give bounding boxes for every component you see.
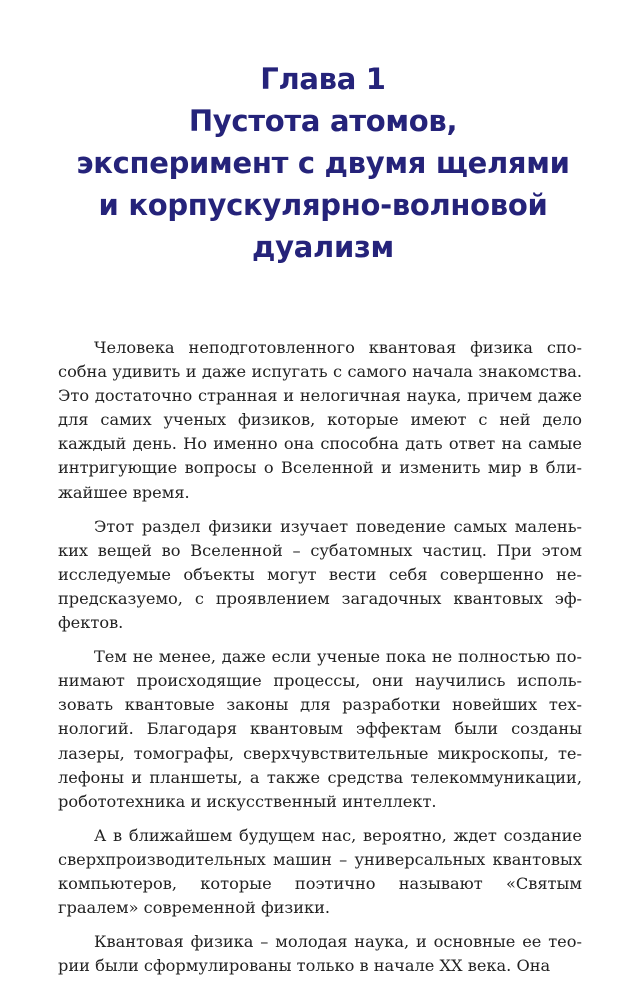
- chapter-number: Глава 1: [260, 62, 386, 96]
- chapter-title-line-2: эксперимент с двумя щелями: [76, 146, 570, 180]
- body-text: [58, 336, 582, 978]
- paragraph-2: Этот раздел физики изучает поведение самых маленьких вещей во Вселенной – субатомных частиц. При этом исследуемые объекты могут вести себя совершенно непредсказуемо, с проявлением загадочных квантовых эффектов.: [58, 516, 582, 633]
- paragraph-1: Человека неподготовленного квантовая физика способна удивить и даже испугать с самого начала знакомства. Это достаточно странная и нелогичная наука, причем даже для самих ученых физиков, которые имеют с ней дело каждый день. Но именно она способна дать ответ на самые интригующие вопросы о Вселенной и изменить мир в ближайшее время.: [58, 338, 582, 502]
- chapter-title-line-4: дуализм: [252, 230, 394, 264]
- chapter-title-line-3: и корпускулярно-волновой: [98, 188, 548, 222]
- paragraph-4: А в ближайшем будущем нас, вероятно, ждет создание сверхпроизводительных машин – универсальных квантовых компьютеров, которые поэтично называют «Святым граалем» современной физики.: [58, 825, 582, 918]
- paragraph-3: Тем не менее, даже если ученые пока не полностью понимают происходящие процессы, они научились использовать квантовые законы для разработки новейших технологий. Благодаря квантовым эффектам были созданы лазеры, томографы, сверхчувствительные микроскопы, телефоны и планшеты, а также средства телекоммуникации, робототехника и искусственный интеллект.: [58, 647, 582, 811]
- chapter-title-line-1: Пустота атомов,: [188, 104, 458, 138]
- paragraph-5: Квантовая физика – молодая наука, и основные ее теории были сформулированы только в начале XX века. Она: [58, 932, 582, 976]
- chapter-heading: [58, 58, 582, 268]
